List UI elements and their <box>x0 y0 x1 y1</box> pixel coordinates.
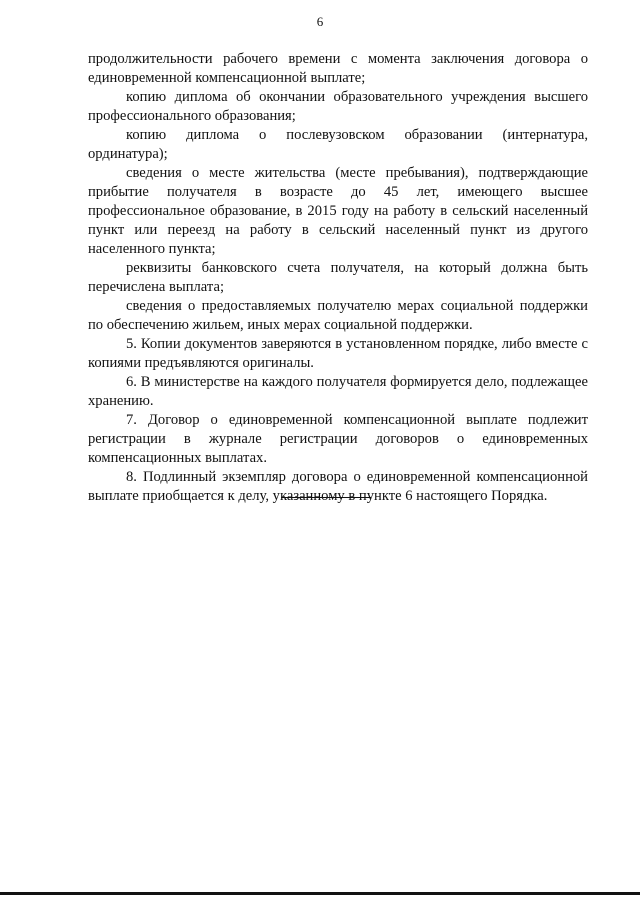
paragraph-item-6: 6. В министерстве на каждого получателя формируется дело, подлежащее хранению. <box>88 374 588 409</box>
paragraph-item-8: 8. Подлинный экземпляр договора о единовременной компенсационной выплате приобщается к делу, указанному в пункте 6 настоящего Порядка. <box>88 469 588 504</box>
paragraph-bank-details: реквизиты банковского счета получателя, на который должна быть перечислена выплата; <box>88 260 588 295</box>
paragraph-continuation: продолжительности рабочего времени с момента заключения договора о единовременной компенсационной выплате; <box>88 51 588 86</box>
paragraph-diploma-postgraduate: копию диплома о послевузовском образовании (интернатура, ординатура); <box>88 127 588 162</box>
paragraph-item-5: 5. Копии документов заверяются в установленном порядке, либо вместе с копиями предъявляются оригиналы. <box>88 336 588 371</box>
paragraph-social-support: сведения о предоставляемых получателю мерах социальной поддержки по обеспечению жильем, иных мерах социальной поддержки. <box>88 298 588 333</box>
page-number: 6 <box>316 14 324 29</box>
page-bottom-edge <box>0 892 640 895</box>
end-separator-line <box>281 497 371 498</box>
document-body <box>88 50 588 506</box>
paragraph-item-7: 7. Договор о единовременной компенсационной выплате подлежит регистрации в журнале регистрации договоров о единовременных компенсационных выплатах. <box>88 412 588 466</box>
paragraph-residence-info: сведения о месте жительства (месте пребывания), подтверждающие прибытие получателя в возрасте до 45 лет, имеющего высшее профессиональное образование, в 2015 году на работу в сельский населенный пункт или переезд на работу в сельский населенный пункт из другого населенного пункта; <box>88 165 588 257</box>
paragraph-diploma-higher: копию диплома об окончании образовательного учреждения высшего профессионального образования; <box>88 89 588 124</box>
